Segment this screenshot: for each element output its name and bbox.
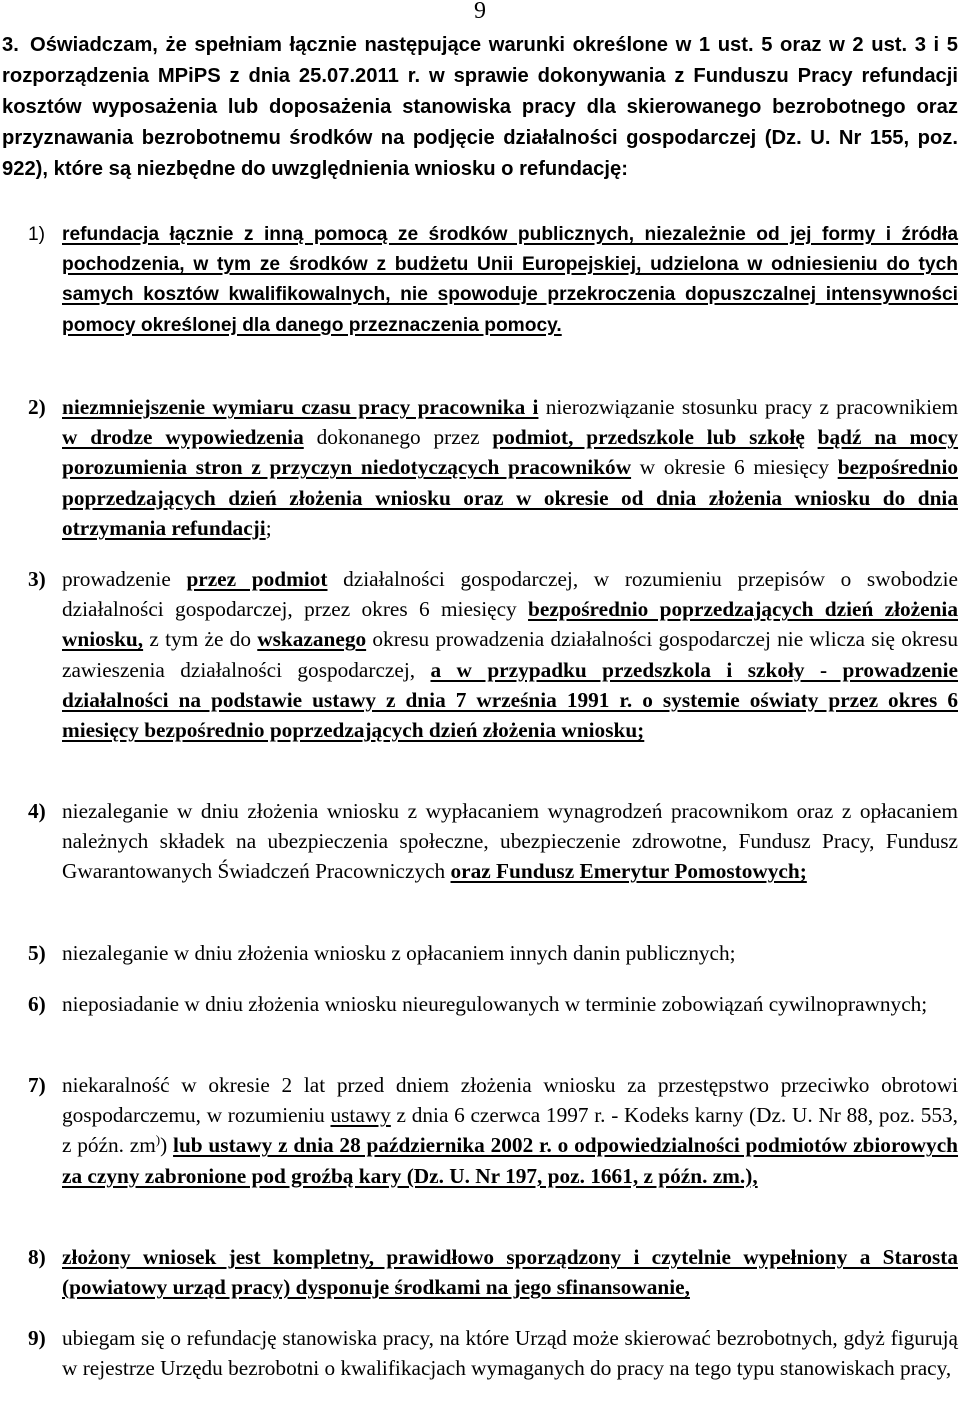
list-item <box>28 938 958 968</box>
declaration-paragraph <box>2 30 958 185</box>
list-item <box>28 796 958 887</box>
list-item <box>28 564 958 745</box>
declaration-text: Oświadczam, że spełniam łącznie następujące warunki określone w 1 ust. 5 oraz w 2 ust. 3 i 5 rozporządzenia MPiPS z dnia 25.07.2011 r. w sprawie dokonywania z Funduszu Pracy refundacji kosztów wyposażenia lub doposażenia stanowiska pracy dla skierowanego bezrobotnego oraz przyznawania bezrobotnemu środków na podjęcie działalności gospodarczej (Dz. U. Nr 155, poz. 922), które są niezbędne do uwzględnienia wniosku o refundację: <box>2 34 958 180</box>
list-item <box>28 220 958 341</box>
declaration-number: 3. <box>2 34 19 56</box>
list-item <box>28 392 958 543</box>
item-text: nieposiadanie w dniu złożenia wniosku nieuregulowanych w terminie zobowiązań cywilnoprawnych; <box>62 992 928 1016</box>
item-number: 6) <box>28 992 46 1016</box>
item-number: 4) <box>28 799 46 823</box>
list-item <box>28 1323 958 1383</box>
item-text: niekaralność w okresie 2 lat przed dniem złożenia wniosku za przestępstwo przeciwko obrotowi gospodarczemu, w rozumieniu ustawy z dnia 6 czerwca 1997 r. - Kodeks karny (Dz. U. Nr 88, poz. 553, z późn. zm)) lub ustawy z dnia 28 października 2002 r. o odpowiedzialności podmiotów zbiorowych za czyny zabronione pod groźbą kary (Dz. U. Nr 197, poz. 1661, z późn. zm.), <box>62 1073 959 1188</box>
item-number: 2) <box>28 395 46 419</box>
list-item <box>28 1242 958 1302</box>
page-number: 9 <box>474 0 486 24</box>
item-number: 5) <box>28 941 46 965</box>
item-number: 8) <box>28 1245 46 1269</box>
list-item <box>28 1070 958 1191</box>
item-text: niezaleganie w dniu złożenia wniosku z wypłacaniem wynagrodzeń pracownikom oraz z opłacaniem należnych składek na ubezpieczenia społeczne, ubezpieczenie zdrowotne, Fundusz Pracy, Fundusz Gwarantowanych Świadczeń Pracowniczych oraz Fundusz Emerytur Pomostowych; <box>62 799 958 884</box>
item-text: prowadzenie przez podmiot działalności gospodarczej, w rozumieniu przepisów o swobodzie działalności gospodarczej, przez okres 6 miesięcy bezpośrednio poprzedzających dzień złożenia wniosku, z tym że do wskazanego okresu prowadzenia działalności gospodarczej nie wlicza się okresu zawieszenia działalności gospodarczej, a w przypadku przedszkola i szkoły - prowadzenie działalności na podstawie ustawy z dnia 7 września 1991 r. o systemie oświaty przez okres 6 miesięcy bezpośrednio poprzedzających dzień złożenia wniosku; <box>62 567 958 743</box>
item-text: złożony wniosek jest kompletny, prawidłowo sporządzony i czytelnie wypełniony a Starosta (powiatowy urząd pracy) dysponuje środkami na jego sfinansowanie, <box>62 1245 958 1300</box>
item-number: 3) <box>28 567 46 591</box>
item-text: refundacja łącznie z inną pomocą ze środków publicznych, niezależnie od jej formy i źródła pochodzenia, w tym ze środków z budżetu Unii Europejskiej, udzielona w odniesieniu do tych samych kosztów kwalifikowalnych, nie spowoduje przekroczenia dopuszczalnej intensywności pomocy określonej dla danego przeznaczenia pomocy. <box>62 224 958 336</box>
item-number: 7) <box>28 1073 46 1097</box>
item-text: niezmniejszenie wymiaru czasu pracy pracownika i nierozwiązanie stosunku pracy z pracownikiem w drodze wypowiedzenia dokonanego przez podmiot, przedszkole lub szkołę bądź na mocy porozumienia stron z przyczyn niedotyczących pracowników w okresie 6 miesięcy bezpośrednio poprzedzających dzień złożenia wniosku oraz w okresie od dnia złożenia wniosku do dnia otrzymania refundacji; <box>62 395 959 540</box>
item-number: 9) <box>28 1326 46 1350</box>
item-number: 1) <box>28 224 46 245</box>
item-text: niezaleganie w dniu złożenia wniosku z opłacaniem innych danin publicznych; <box>62 941 736 965</box>
item-text: ubiegam się o refundację stanowiska pracy, na które Urząd może skierować bezrobotnych, gdyż figurują w rejestrze Urzędu bezrobotni o kwalifikacjach wymaganych do pracy na tego typu stanowiskach pracy, <box>62 1326 958 1381</box>
list-item <box>28 989 958 1019</box>
